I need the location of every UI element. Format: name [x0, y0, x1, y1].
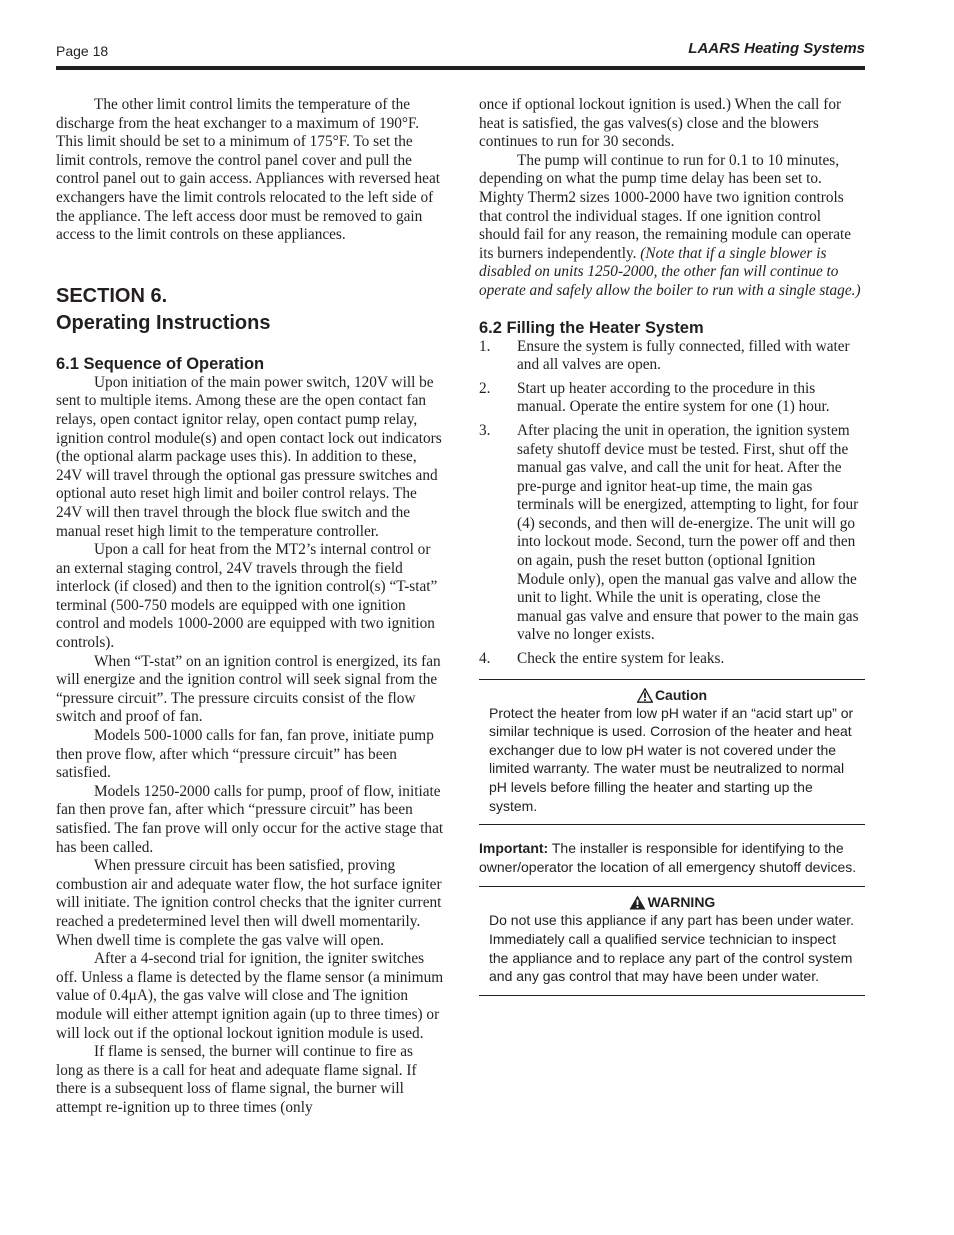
- list-item: [479, 338, 865, 375]
- step-text: Check the entire system for leaks.: [517, 650, 725, 668]
- body-paragraph: When pressure circuit has been satisfied, proving combustion air and adequate water flow, the hot surface igniter will initiate. The ignition control checks that the igniter current reached a predetermined level then will dwell momentarily. When dwell time is complete the gas valve will open.: [56, 857, 442, 949]
- list-item: [479, 422, 865, 645]
- body-paragraph: Models 500-1000 calls for fan, fan prove, initiate pump then prove flow, after which “pressure circuit” has been satisfied.: [56, 727, 434, 782]
- intro-paragraph: The other limit control limits the temperature of the discharge from the heat exchanger to a maximum of 190°F. This limit should be set to a minimum of 175°F. To set the limit controls, remove the control panel cover and pull the control panel out to gain access. Appliances with reversed heat exchangers have the limit controls relocated to the left side of the appliance. The left access door must be removed to gain access to the limit controls on these appliances.: [56, 96, 440, 244]
- subsection-heading-filling: 6.2 Filling the Heater System: [479, 318, 704, 337]
- warning-box: [479, 886, 865, 995]
- pump-paragraph-text: The pump will continue to run for 0.1 to 10 minutes, depending on what the pump time delay has been set to. Mighty Therm2 sizes 1000-2000 have two ignition controls that control the individual stages. If one ignition control should fail for any reason, the remaining module can operate its burners independently.: [479, 151, 852, 262]
- brand-name: LAARS Heating Systems: [688, 40, 865, 57]
- important-label: Important:: [479, 840, 549, 857]
- caution-text: Protect the heater from low pH water if an “acid start up” or similar technique is used. Corrosion of the heater and heat exchanger due to low pH water is not covered under the limited warranty. The water must be neutralized to normal pH levels before filling the heater and starting up the system.: [489, 704, 854, 814]
- step-number: 2.: [479, 379, 491, 397]
- pump-paragraph: [479, 152, 865, 301]
- page-number: Page 18: [56, 43, 109, 59]
- body-paragraph: Models 1250-2000 calls for pump, proof of flow, initiate fan then prove fan, after which “pressure circuit” has been satisfied. The fan prove will only occur for the active stage that has been called.: [56, 782, 444, 856]
- body-paragraph: Upon a call for heat from the MT2’s internal control or an external staging control, 24V travels through the field interlock (if closed) and then to the ignition control(s) “T-stat” terminal (500-750 models are equipped with one ignition control and models 1000-2000 are equipped with two ignition controls).: [56, 541, 438, 652]
- caution-title: [489, 686, 855, 704]
- subsection-heading-sequence: 6.1 Sequence of Operation: [56, 354, 265, 373]
- section-title: Operating Instructions: [56, 311, 271, 334]
- step-number: 4.: [479, 650, 491, 668]
- list-item: [479, 380, 865, 417]
- caution-box: [479, 679, 865, 826]
- step-text: Start up heater according to the procedure in this manual. Operate the entire system for one (1) hour.: [517, 379, 830, 416]
- section-heading: [56, 283, 444, 337]
- warning-triangle-icon: [629, 895, 646, 910]
- step-number: 1.: [479, 337, 491, 355]
- warning-title: [489, 893, 855, 911]
- caution-label: Caution: [654, 686, 708, 703]
- filling-steps-list: [479, 338, 865, 669]
- header-divider: [56, 66, 865, 70]
- continued-paragraph: once if optional lockout ignition is used.) When the call for heat is satisfied, the gas valves(s) close and the blowers continues to run for 30 seconds.: [479, 96, 842, 151]
- blower-note: (Note that if a single blower is disabled on units 1250-2000, the other fan will continue to operate and safely allow the boiler to run with a single stage.): [479, 244, 861, 299]
- step-text: After placing the unit in operation, the ignition system safety shutoff device must be tested. First, shut off the manual gas valve, and call the unit for heat. After the pre-purge and ignitor heat-up time, the main gas terminals will be energized, attempting to light, for four (4) seconds, and then will de-energize. The unit will go into lockout mode. Second, turn the power off and then on again, push the reset button (optional Ignition Module only), open the manual gas valve and allow the unit to light. While the unit is operating, close the manual gas valve and ensure that power to the main gas valve no longer exists.: [517, 421, 859, 644]
- body-paragraph: Upon initiation of the main power switch, 120V will be sent to multiple items. Among these are the open contact fan relays, open contact ignitor relay, open contact pump relay, ignition control module(s) and open contact lock out indicators (the optional alarm package uses this). In addition to these, 24V will travel through the optional gas pressure switches and optional auto reset high limit and boiler control relays. The 24V will then travel through the block flue switch and the manual reset high limit to the temperature controller.: [56, 373, 442, 540]
- caution-triangle-icon: [637, 688, 653, 703]
- warning-text: Do not use this appliance if any part has been under water. Immediately call a qualified service technician to inspect the appliance and to replace any part of the control system and any gas control that may have been under water.: [489, 912, 855, 985]
- section-number: SECTION 6.: [56, 284, 168, 307]
- body-paragraph: When “T-stat” on an ignition control is energized, its fan will energize and the ignition control will seek signal from the “pressure circuit”. The pressure circuits consist of the flow switch and proof of fan.: [56, 652, 441, 726]
- step-text: Ensure the system is fully connected, filled with water and all valves are open.: [517, 337, 850, 374]
- page-header: [56, 40, 865, 60]
- important-note: [479, 839, 865, 876]
- right-column: [479, 96, 865, 996]
- step-number: 3.: [479, 421, 491, 439]
- list-item: [479, 650, 865, 669]
- body-paragraph: After a 4-second trial for ignition, the igniter switches off. Unless a flame is detected by the flame sensor (a minimum value of 0.4μA), the gas valve will close and The ignition module will either attempt ignition again (up to three times) or will lock out if the optional lockout ignition module is used.: [56, 950, 444, 1042]
- body-paragraph: If flame is sensed, the burner will continue to fire as long as there is a call for heat and adequate flame signal. If there is a subsequent loss of flame signal, the burner will attempt re-ignition up to three times (only: [56, 1043, 417, 1116]
- warning-label: WARNING: [647, 894, 716, 911]
- left-column: [56, 96, 444, 1118]
- important-text: The installer is responsible for identifying to the owner/operator the location of all emergency shutoff devices.: [479, 840, 857, 875]
